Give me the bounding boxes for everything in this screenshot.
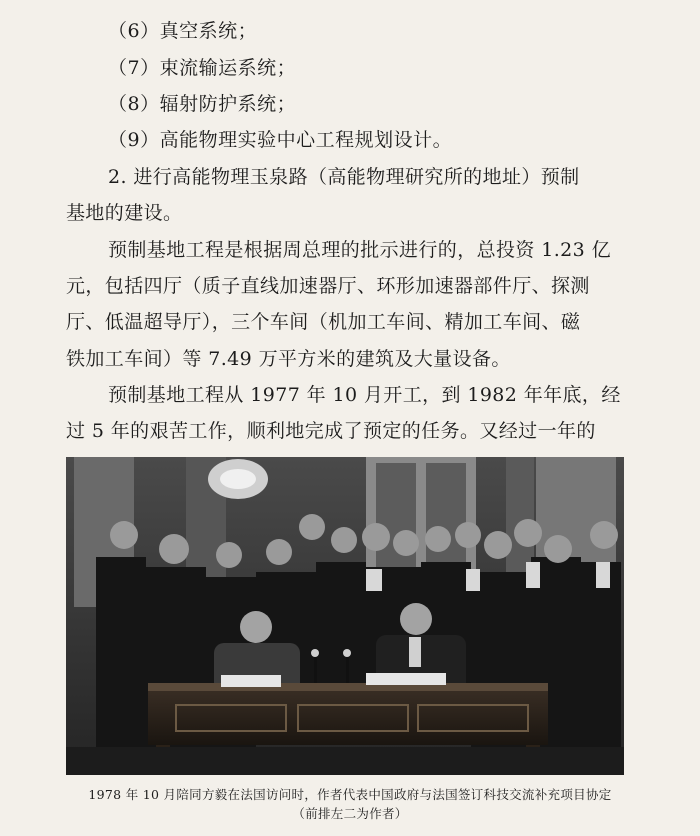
list-item-planning-design: （9）高能物理实验中心工程规划设计。	[108, 129, 453, 151]
list-item-beam-transport: （7）束流输运系统；	[108, 57, 297, 79]
paragraph-1-line-4: 铁加工车间）等 7.49 万平方米的建筑及大量设备。	[66, 348, 511, 370]
list-item-radiation-protection: （8）辐射防护系统；	[108, 93, 297, 115]
paragraph-2-line-1: 预制基地工程从 1977 年 10 月开工，到 1982 年年底，经	[108, 384, 621, 406]
photo-caption-line-2: （前排左二为作者）	[292, 806, 408, 821]
paragraph-1-line-3: 厅、低温超导厅），三个车间（机加工车间、精加工车间、磁	[66, 311, 581, 333]
paragraph-1-line-2: 元，包括四厅（质子直线加速器厅、环形加速器部件厅、探测	[66, 275, 590, 297]
signing-ceremony-photo	[66, 457, 624, 775]
paragraph-1-line-1: 预制基地工程是根据周总理的批示进行的，总投资 1.23 亿	[108, 239, 611, 261]
paragraph-2-line-2: 过 5 年的艰苦工作，顺利地完成了预定的任务。又经过一年的	[66, 420, 596, 442]
section-2-line-2: 基地的建设。	[66, 202, 183, 224]
photo-caption-line-1: 1978 年 10 月陪同方毅在法国访问时，作者代表中国政府与法国签订科技交流补充项目协定	[88, 787, 612, 802]
list-item-vacuum-system: （6）真空系统；	[108, 20, 258, 42]
section-2-line-1: 2. 进行高能物理玉泉路（高能物理研究所的地址）预制	[108, 166, 580, 188]
